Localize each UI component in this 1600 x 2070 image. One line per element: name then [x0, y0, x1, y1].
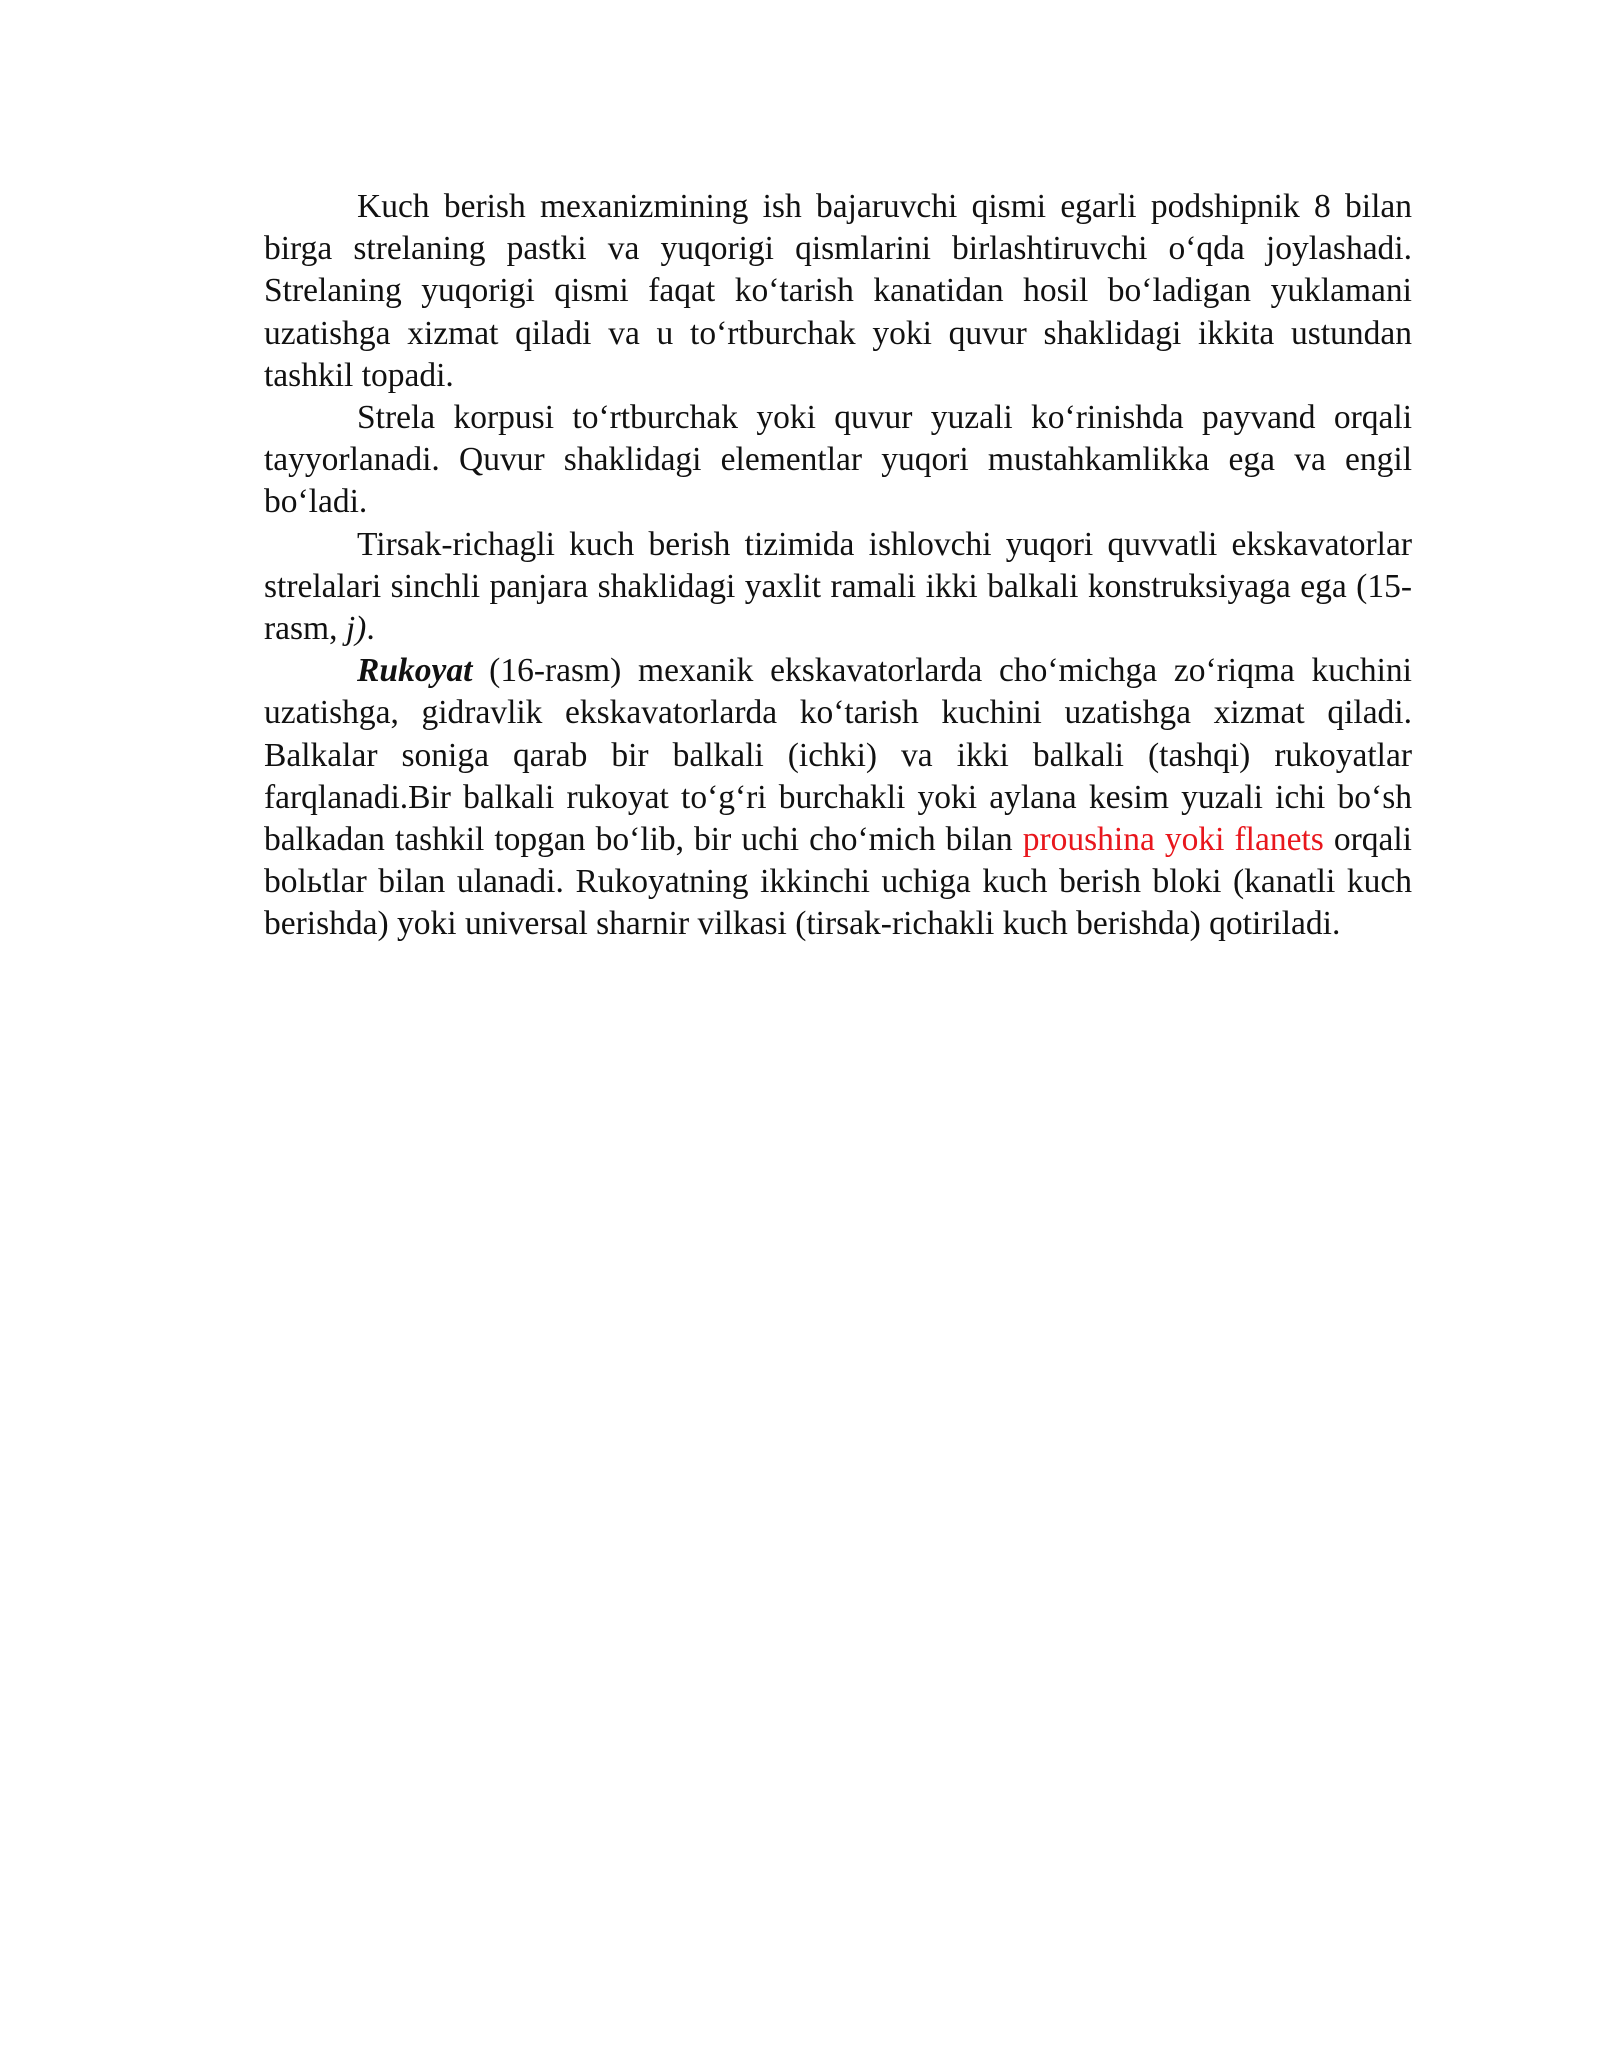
paragraph-4 [264, 650, 1412, 945]
paragraph-3-text: Tirsak-richagli kuch berish tizimida ishlovchi yuqori quvvatli ekskavatorlar strelalari sinchli panjara shaklidagi yaxlit ramali ikki balkali konstruksiyaga ega (15-rasm, [264, 525, 1412, 648]
highlighted-text: proushina yoki flanets [1022, 821, 1324, 859]
paragraph-2 [264, 397, 1412, 524]
paragraph-1 [264, 186, 1412, 397]
paragraph-4-text: (16-rasm) mexanik ekskavatorlarda cho‘michga zo‘riqma kuchini uzatishga, gidravlik ekskavatorlarda ko‘tarish kuchini uzatishga xizmat qiladi. Balkalar soniga qarab bir balkali (ichki) va ikki balkali (tashqi) rukoyatlar farqlanadi.Bir balkali rukoyat to‘g‘ri burchakli yoki aylana kesim yuzali ichi bo‘sh balkadan tashkil topgan bo‘lib, bir uchi cho‘mich bilan [264, 652, 1412, 859]
paragraph-4-end: orqali bolьtlar bilan ulanadi. Rukoyatning ikkinchi uchiga kuch berish bloki (kanatli kuch berishda) yoki universal sharnir vilkasi (tirsak-richakli kuch berishda) qotiriladi. [264, 821, 1412, 943]
paragraph-2-text: Strela korpusi to‘rtburchak yoki quvur yuzali ko‘rinishda payvand orqali tayyorlanadi. Quvur shaklidagi elementlar yuqori mustahkamlikka ega va engil bo‘ladi. [264, 399, 1412, 521]
paragraph-3 [264, 524, 1412, 651]
paragraph-1-text: Kuch berish mexanizmining ish bajaruvchi qismi egarli podshipnik 8 bilan birga strelaning pastki va yuqorigi qismlarini birlashtiruvchi o‘qda joylashadi. Strelaning yuqorigi qismi faqat ko‘tarish kanatidan hosil bo‘ladigan yuklamani uzatishga xizmat qiladi va u to‘rtburchak yoki quvur shaklidagi ikkita ustundan tashkil topadi. [264, 188, 1412, 394]
figure-ref-italic: j) [345, 610, 367, 648]
document-body [264, 186, 1412, 946]
paragraph-3-end: . [366, 610, 375, 648]
term-rukoyat: Rukoyat [357, 652, 473, 690]
